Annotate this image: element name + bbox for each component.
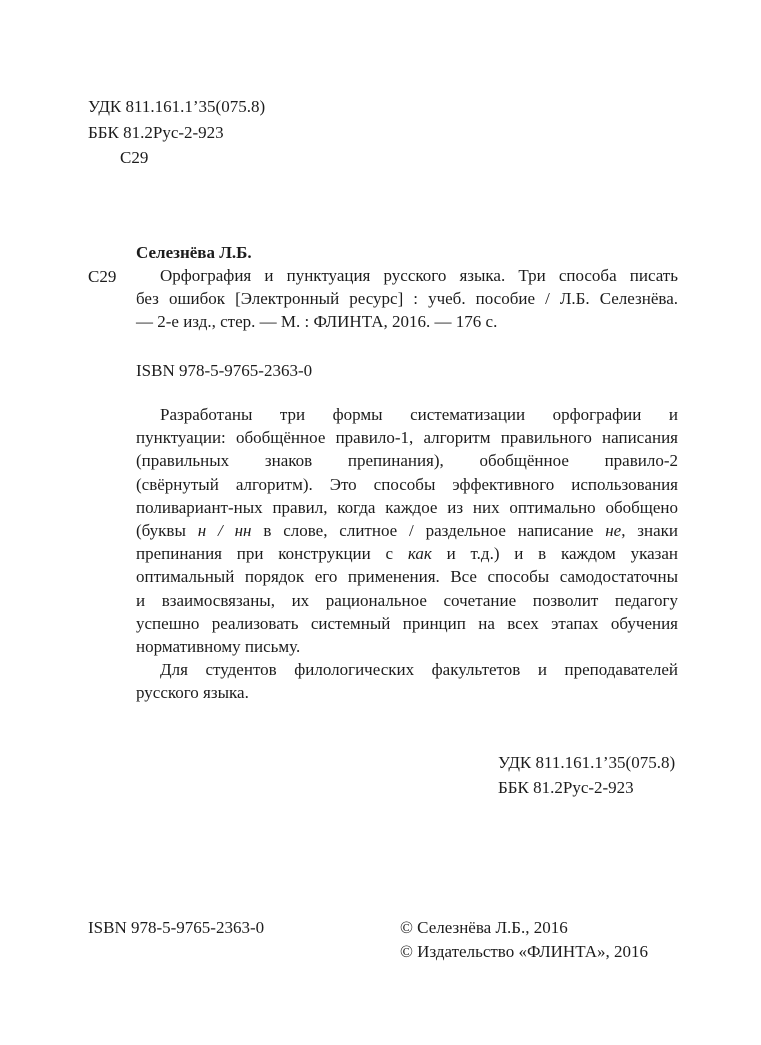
abstract-line: пунктуации: обобщённое правило-1, алгоритм правильного написания — [136, 428, 678, 448]
abstract — [136, 403, 678, 705]
classification-bbk: ББК 81.2Рус-2-923 — [498, 778, 634, 797]
title-line-1: Орфография и пунктуация русского языка. Три способа писать — [160, 266, 678, 285]
emphasis-kak: как — [407, 544, 432, 564]
abstract-line: (свёрнутый алгоритм). Это способы эффективного использования — [136, 474, 678, 494]
isbn-entry: ISBN 978-5-9765-2363-0 — [136, 361, 313, 380]
footer-isbn: ISBN 978-5-9765-2363-0 — [88, 918, 265, 937]
header-udk: УДК 811.161.1’35(075.8) — [88, 97, 266, 116]
header-bbk: ББК 81.2Рус-2-923 — [88, 123, 224, 142]
entry-code: С29 — [88, 267, 117, 286]
copyright-author: © Селезнёва Л.Б., 2016 — [400, 918, 568, 937]
title-line-3: — 2-е изд., стер. — М. : ФЛИНТА, 2016. — 176 с. — [136, 312, 498, 332]
abstract-line: препинания при конструкции с как и т.д.) и в каждом указан — [136, 544, 679, 564]
abstract-line: успешно реализовать системный принцип на всех этапах обучения — [136, 613, 678, 633]
bibliographic-description — [136, 264, 678, 334]
abstract-line: поливариант-ных правил, когда каждое из них оптимально обобщено — [136, 497, 678, 517]
abstract-line: и взаимосвязаны, их рациональное сочетание позволит педагогу — [136, 590, 678, 610]
header-code: С29 — [120, 148, 149, 167]
abstract-line: (правильных знаков препинания), обобщённое правило-2 — [136, 451, 678, 471]
audience-line: русского языка. — [136, 683, 249, 703]
author-name: Селезнёва Л.Б. — [136, 243, 252, 262]
emphasis-n-nn: н / нн — [197, 521, 252, 541]
abstract-line: нормативному письму. — [136, 637, 301, 657]
audience-line: Для студентов филологических факультетов и преподавателей — [160, 660, 678, 680]
abstract-line: (буквы н / нн в слове, слитное / раздельное написание не, знаки — [136, 521, 679, 541]
classification-udk: УДК 811.161.1’35(075.8) — [498, 753, 676, 772]
abstract-line: оптимальный порядок его применения. Все способы самодостаточны — [136, 567, 678, 587]
abstract-line: Разработаны три формы систематизации орфографии и — [160, 405, 678, 424]
copyright-publisher: © Издательство «ФЛИНТА», 2016 — [400, 942, 649, 961]
title-line-2: без ошибок [Электронный ресурс] : учеб. пособие / Л.Б. Селезнёва. — [136, 289, 678, 309]
emphasis-ne: не — [605, 521, 622, 541]
